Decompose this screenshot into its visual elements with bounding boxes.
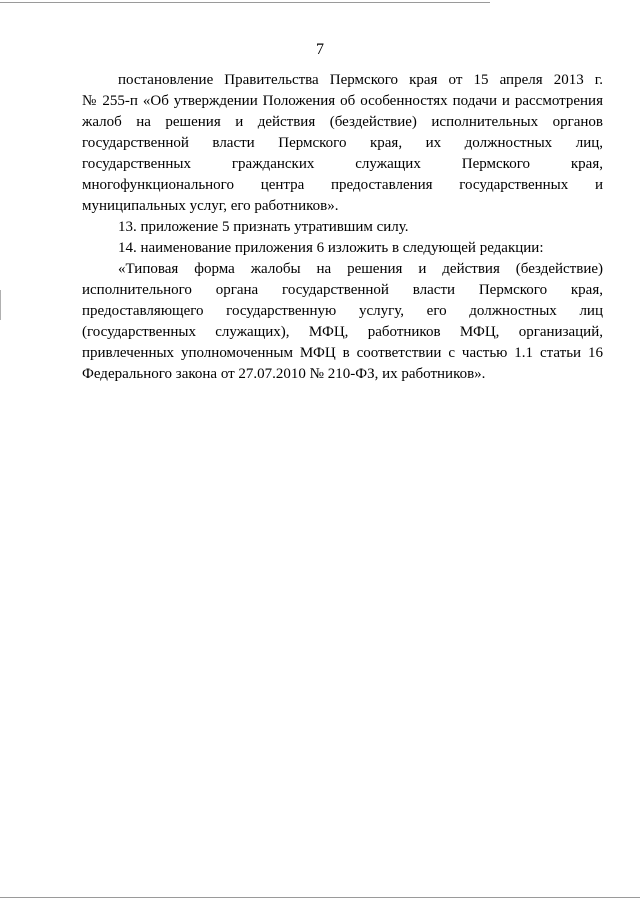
text-line: многофункционального центра предоставления государственных и bbox=[82, 177, 603, 193]
text-line: муниципальных услуг, его работников». bbox=[82, 198, 339, 214]
text-line: «Типовая форма жалобы на решения и действия (бездействие) bbox=[118, 261, 603, 277]
text-line: государственной власти Пермского края, их должностных лиц, bbox=[82, 135, 603, 151]
paragraph-item-14 bbox=[82, 238, 603, 259]
paragraph-item-13 bbox=[82, 217, 603, 238]
text-line: привлеченных уполномоченным МФЦ в соответствии с частью 1.1 статьи 16 bbox=[82, 345, 603, 361]
paragraph-regulation-reference bbox=[82, 70, 603, 217]
top-scan-edge-line bbox=[0, 2, 490, 3]
text-line: государственных гражданских служащих Пермского края, bbox=[82, 156, 603, 172]
text-line: 13. приложение 5 признать утратившим силу. bbox=[118, 219, 409, 235]
left-margin-mark bbox=[0, 290, 1, 320]
text-line: № 255-п «Об утверждении Положения об особенностях подачи и рассмотрения bbox=[82, 93, 603, 109]
text-line: (государственных служащих), МФЦ, работников МФЦ, организаций, bbox=[82, 324, 603, 340]
page-number: 7 bbox=[316, 41, 324, 58]
text-line: исполнительного органа государственной власти Пермского края, bbox=[82, 282, 603, 298]
text-line: постановление Правительства Пермского края от 15 апреля 2013 г. bbox=[118, 72, 603, 88]
bottom-scan-edge-line bbox=[0, 897, 640, 898]
paragraph-appendix-title bbox=[82, 259, 603, 385]
text-line: Федерального закона от 27.07.2010 № 210-ФЗ, их работников». bbox=[82, 366, 486, 382]
text-line: жалоб на решения и действия (бездействие) исполнительных органов bbox=[82, 114, 603, 130]
text-line: 14. наименование приложения 6 изложить в следующей редакции: bbox=[118, 240, 544, 256]
text-line: предоставляющего государственную услугу, его должностных лиц bbox=[82, 303, 603, 319]
